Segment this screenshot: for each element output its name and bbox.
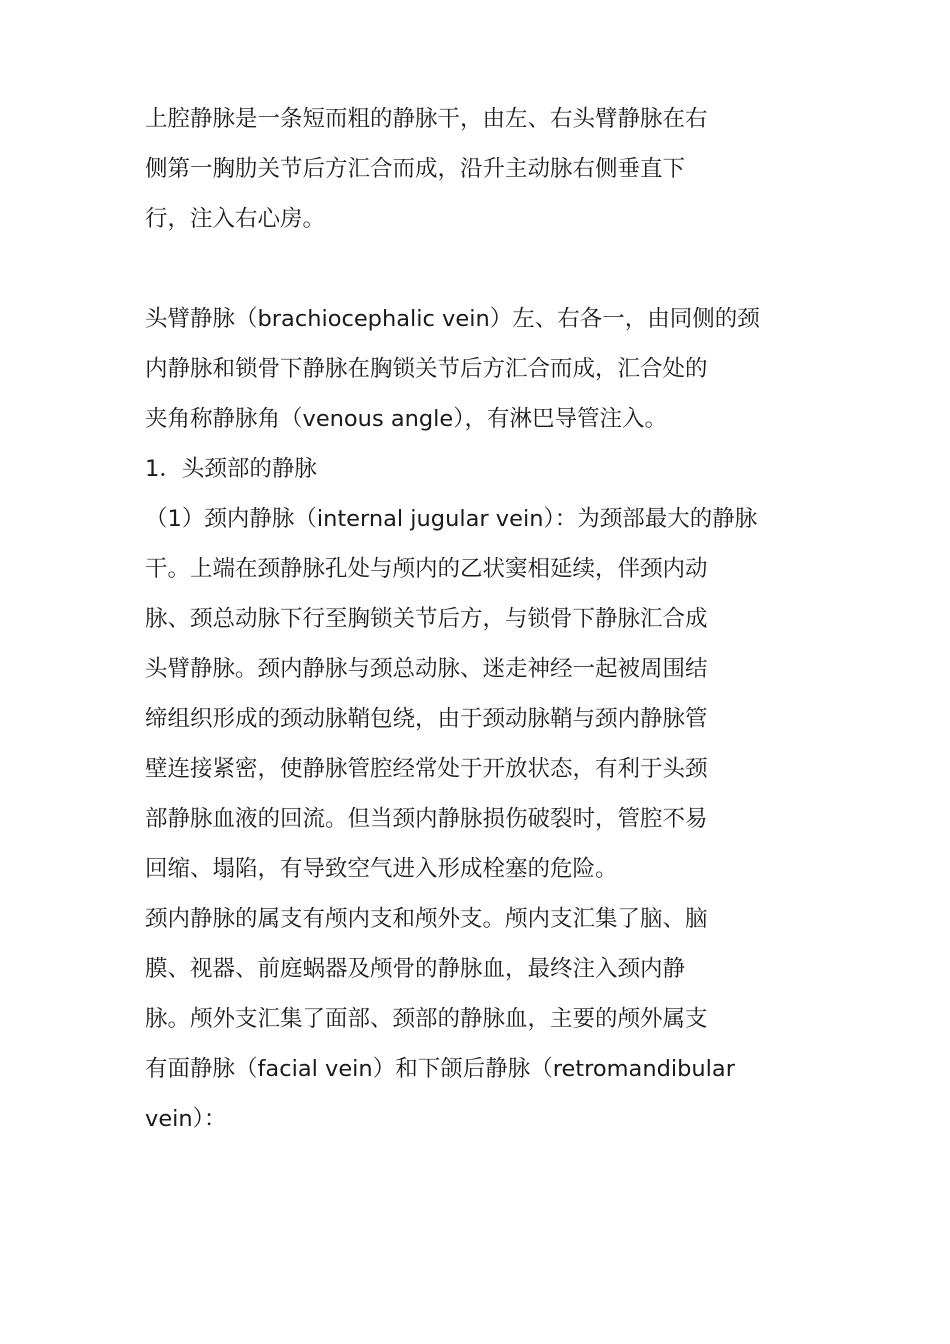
text-line: vein）： [145,1106,227,1132]
text-line: 夹角称静脉角（venous angle），有淋巴导管注入。 [145,406,667,432]
document-body [145,94,805,1144]
text-line: 行，注入右心房。 [145,206,326,232]
text-line: 头臂静脉（brachiocephalic vein）左、右各一，由同侧的颈 [145,306,760,332]
text-line: 内静脉和锁骨下静脉在胸锁关节后方汇合而成，汇合处的 [145,356,708,382]
paragraph-gap [145,244,805,294]
text-line: 部静脉血液的回流。但当颈内静脉损伤破裂时，管腔不易 [145,806,708,832]
text-line: 有面静脉（facial vein）和下颌后静脉（retromandibular [145,1056,735,1082]
text-line: 上腔静脉是一条短而粗的静脉干，由左、右头臂静脉在右 [145,106,708,132]
text-line: 干。上端在颈静脉孔处与颅内的乙状窦相延续，伴颈内动 [145,556,708,582]
text-line: 缔组织形成的颈动脉鞘包绕，由于颈动脉鞘与颈内静脉管 [145,706,708,732]
text-line: 侧第一胸肋关节后方汇合而成，沿升主动脉右侧垂直下 [145,156,686,182]
text-line: 颈内静脉的属支有颅内支和颅外支。颅内支汇集了脑、脑 [145,906,708,932]
text-line: 壁连接紧密，使静脉管腔经常处于开放状态，有利于头颈 [145,756,708,782]
text-line: 头臂静脉。颈内静脉与颈总动脉、迷走神经一起被周围结 [145,656,708,682]
text-line: 脉、颈总动脉下行至胸锁关节后方，与锁骨下静脉汇合成 [145,606,708,632]
text-line: （1）颈内静脉（internal jugular vein）：为颈部最大的静脉 [145,506,758,532]
section-heading: 1．头颈部的静脉 [145,456,317,482]
text-line: 回缩、塌陷，有导致空气进入形成栓塞的危险。 [145,856,618,882]
text-line: 脉。颅外支汇集了面部、颈部的静脉血，主要的颅外属支 [145,1006,708,1032]
text-line: 膜、视器、前庭蜗器及颅骨的静脉血，最终注入颈内静 [145,956,686,982]
